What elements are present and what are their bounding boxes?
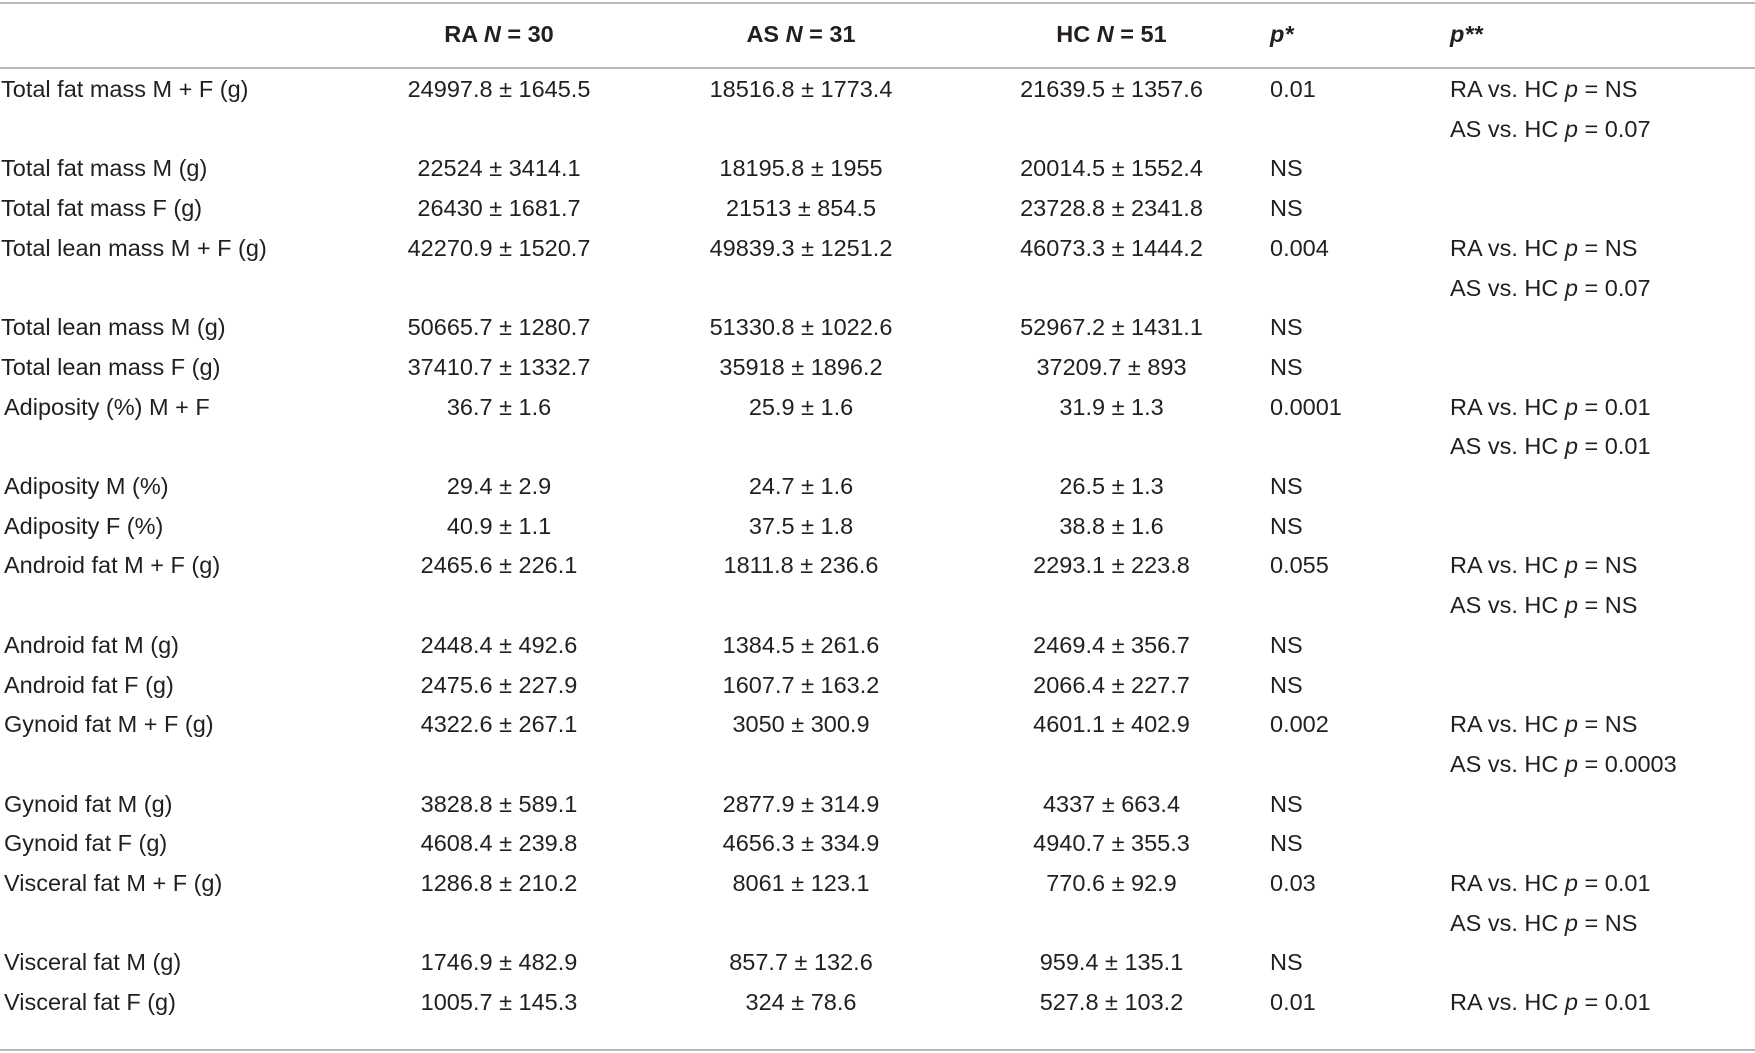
empty-cell [643, 427, 959, 467]
comparison-result: = 0.07 [1578, 274, 1651, 301]
table-row [0, 864, 1755, 904]
comparison-p-symbol: p [1564, 433, 1578, 460]
row-label: Total fat mass M (g) [1, 155, 208, 182]
comparison-p-symbol: p [1564, 989, 1578, 1016]
p-value: 0.004 [1270, 234, 1329, 261]
pairwise-comparison [1450, 189, 1755, 229]
empty-cell [355, 427, 643, 467]
as-value: 324 ± 78.6 [745, 989, 857, 1016]
table-row-continuation [0, 427, 1755, 467]
table-row [0, 705, 1755, 745]
comparison-p-symbol: p [1564, 711, 1578, 738]
p-value: NS [1270, 790, 1303, 817]
ra-value: 42270.9 ± 1520.7 [407, 234, 591, 261]
header-as: AS N = 31 [746, 21, 856, 47]
hc-value: 23728.8 ± 2341.8 [1020, 195, 1203, 222]
pairwise-comparison [1450, 586, 1755, 626]
pairwise-comparison [1450, 229, 1755, 269]
table-row [0, 785, 1755, 825]
header-ra: RA N = 30 [444, 21, 554, 47]
p-value: NS [1270, 195, 1303, 222]
p-value: NS [1270, 512, 1303, 539]
empty-cell [0, 904, 355, 944]
empty-cell [959, 904, 1264, 944]
hc-value: 31.9 ± 1.3 [1059, 393, 1164, 420]
as-value: 24.7 ± 1.6 [748, 473, 854, 500]
pairwise-comparison [1450, 745, 1755, 785]
table-row [0, 666, 1755, 706]
p-value: NS [1270, 473, 1303, 500]
pairwise-comparison [1450, 308, 1755, 348]
table-row-continuation [0, 745, 1755, 785]
pairwise-comparison [1450, 983, 1755, 1023]
pairwise-comparison [1450, 110, 1755, 150]
empty-cell [1264, 586, 1450, 626]
p-value: NS [1270, 671, 1303, 698]
hc-value: 37209.7 ± 893 [1036, 353, 1187, 380]
hc-value: 2293.1 ± 223.8 [1033, 552, 1190, 579]
empty-cell [643, 110, 959, 150]
table-row [0, 824, 1755, 864]
table-row [0, 983, 1755, 1023]
as-value: 1384.5 ± 261.6 [722, 631, 880, 658]
header-pairwise-p: p** [1450, 21, 1483, 47]
comparison-p-symbol: p [1564, 909, 1578, 936]
ra-value: 50665.7 ± 1280.7 [407, 314, 591, 341]
hc-value: 527.8 ± 103.2 [1039, 989, 1184, 1016]
ra-value: 22524 ± 3414.1 [417, 155, 581, 182]
empty-cell [355, 269, 643, 309]
ra-value: 4608.4 ± 239.8 [420, 830, 578, 857]
comparison-groups: AS vs. HC [1450, 750, 1565, 777]
as-value: 3050 ± 300.9 [732, 711, 870, 738]
hc-value: 26.5 ± 1.3 [1059, 473, 1164, 500]
pairwise-comparison [1450, 427, 1755, 467]
ra-value: 36.7 ± 1.6 [446, 393, 552, 420]
row-label: Android fat M (g) [4, 631, 180, 658]
empty-cell [643, 904, 959, 944]
table-row [0, 507, 1755, 547]
comparison-result: = NS [1578, 711, 1638, 738]
p-value: NS [1270, 830, 1303, 857]
data-table [0, 2, 1755, 1023]
row-label: Adiposity F (%) [4, 512, 164, 539]
comparison-groups: AS vs. HC [1450, 909, 1565, 936]
row-label: Gynoid fat M (g) [4, 790, 173, 817]
empty-cell [959, 427, 1264, 467]
header-p-value: p* [1270, 21, 1294, 47]
table-row [0, 546, 1755, 586]
comparison-groups: RA vs. HC [1450, 870, 1565, 897]
as-value: 2877.9 ± 314.9 [722, 790, 880, 817]
row-label: Total fat mass F (g) [1, 195, 203, 222]
hc-value: 2066.4 ± 227.7 [1033, 671, 1190, 698]
ra-value: 1286.8 ± 210.2 [420, 870, 578, 897]
as-value: 1607.7 ± 163.2 [722, 671, 880, 698]
row-label: Visceral fat M + F (g) [4, 870, 223, 897]
table-row [0, 189, 1755, 229]
ra-value: 40.9 ± 1.1 [446, 512, 552, 539]
empty-cell [643, 269, 959, 309]
ra-value: 2465.6 ± 226.1 [420, 552, 578, 579]
empty-cell [0, 427, 355, 467]
p-value: NS [1270, 949, 1303, 976]
table-bottom-rule [0, 1049, 1755, 1051]
hc-value: 21639.5 ± 1357.6 [1020, 76, 1203, 102]
table-row [0, 149, 1755, 189]
pairwise-comparison [1450, 149, 1755, 189]
pairwise-comparison [1450, 269, 1755, 309]
as-value: 1811.8 ± 236.6 [723, 552, 879, 579]
comparison-groups: RA vs. HC [1450, 76, 1565, 102]
p-value: 0.03 [1270, 870, 1316, 897]
pairwise-comparison [1450, 705, 1755, 745]
ra-value: 37410.7 ± 1332.7 [407, 353, 591, 380]
hc-value: 770.6 ± 92.9 [1046, 870, 1177, 897]
pairwise-comparison [1450, 864, 1755, 904]
pairwise-comparison [1450, 467, 1755, 507]
table-row-continuation [0, 110, 1755, 150]
p-value: NS [1270, 353, 1303, 380]
row-label: Gynoid fat M + F (g) [4, 711, 214, 738]
pairwise-comparison [1450, 348, 1755, 388]
empty-cell [1264, 269, 1450, 309]
ra-value: 26430 ± 1681.7 [417, 195, 581, 222]
as-value: 4656.3 ± 334.9 [722, 830, 880, 857]
as-value: 35918 ± 1896.2 [719, 353, 883, 380]
ra-value: 1005.7 ± 145.3 [420, 989, 578, 1016]
p-value: 0.002 [1270, 711, 1329, 738]
row-label: Total lean mass F (g) [1, 353, 221, 380]
table-body [0, 67, 1755, 1023]
empty-cell [959, 110, 1264, 150]
ra-value: 2475.6 ± 227.9 [420, 671, 578, 698]
table-row [0, 229, 1755, 269]
table-header [0, 2, 1755, 67]
pairwise-comparison [1450, 943, 1755, 983]
pairwise-comparison [1450, 785, 1755, 825]
ra-value: 1746.9 ± 482.9 [420, 949, 578, 976]
table-row [0, 67, 1755, 110]
ra-value: 24997.8 ± 1645.5 [407, 76, 591, 102]
row-label: Adiposity (%) M + F [4, 393, 210, 420]
comparison-p-symbol: p [1564, 76, 1578, 102]
as-value: 37.5 ± 1.8 [748, 512, 854, 539]
empty-cell [959, 745, 1264, 785]
p-value: NS [1270, 155, 1303, 182]
empty-cell [1264, 745, 1450, 785]
header-label-cell [0, 2, 355, 67]
comparison-p-symbol: p [1564, 552, 1578, 579]
comparison-p-symbol: p [1564, 870, 1578, 897]
empty-cell [1264, 427, 1450, 467]
row-label: Adiposity M (%) [4, 473, 169, 500]
as-value: 49839.3 ± 1251.2 [709, 234, 893, 261]
empty-cell [0, 586, 355, 626]
pairwise-comparison [1450, 507, 1755, 547]
pairwise-comparison [1450, 546, 1755, 586]
comparison-groups: AS vs. HC [1450, 274, 1565, 301]
pairwise-comparison [1450, 67, 1755, 110]
p-value: NS [1270, 314, 1303, 341]
p-value: 0.01 [1270, 989, 1316, 1016]
p-value: 0.01 [1270, 76, 1316, 102]
header-row [0, 2, 1755, 67]
comparison-groups: AS vs. HC [1450, 433, 1565, 460]
empty-cell [0, 110, 355, 150]
hc-value: 2469.4 ± 356.7 [1033, 631, 1190, 658]
row-label: Gynoid fat F (g) [4, 830, 168, 857]
table-row [0, 388, 1755, 428]
empty-cell [355, 745, 643, 785]
comparison-p-symbol: p [1564, 393, 1578, 420]
empty-cell [643, 745, 959, 785]
comparison-groups: RA vs. HC [1450, 711, 1565, 738]
as-value: 18516.8 ± 1773.4 [709, 76, 893, 102]
table-row-continuation [0, 269, 1755, 309]
comparison-p-symbol: p [1564, 234, 1578, 261]
comparison-result: = NS [1578, 234, 1638, 261]
p-value: 0.055 [1270, 552, 1329, 579]
ra-value: 4322.6 ± 267.1 [420, 711, 578, 738]
empty-cell [355, 586, 643, 626]
comparison-result: = 0.07 [1578, 115, 1651, 142]
empty-cell [959, 586, 1264, 626]
comparison-groups: RA vs. HC [1450, 393, 1565, 420]
as-value: 21513 ± 854.5 [725, 195, 877, 222]
comparison-result: = NS [1578, 552, 1638, 579]
as-value: 18195.8 ± 1955 [719, 155, 883, 182]
table-row-continuation [0, 904, 1755, 944]
empty-cell [355, 110, 643, 150]
comparison-result: = NS [1578, 76, 1638, 102]
p-value: NS [1270, 631, 1303, 658]
ra-value: 29.4 ± 2.9 [446, 473, 552, 500]
pairwise-comparison [1450, 388, 1755, 428]
comparison-groups: RA vs. HC [1450, 989, 1565, 1016]
p-value: 0.0001 [1270, 393, 1342, 420]
pairwise-comparison [1450, 666, 1755, 706]
comparison-result: = NS [1578, 909, 1638, 936]
table-row-continuation [0, 586, 1755, 626]
row-label: Visceral fat F (g) [4, 989, 176, 1016]
hc-value: 959.4 ± 135.1 [1039, 949, 1184, 976]
comparison-p-symbol: p [1564, 274, 1578, 301]
comparison-p-symbol: p [1564, 750, 1578, 777]
hc-value: 52967.2 ± 1431.1 [1020, 314, 1203, 341]
ra-value: 3828.8 ± 589.1 [420, 790, 578, 817]
hc-value: 4601.1 ± 402.9 [1033, 711, 1190, 738]
hc-value: 4940.7 ± 355.3 [1033, 830, 1190, 857]
as-value: 51330.8 ± 1022.6 [709, 314, 893, 341]
row-label: Android fat M + F (g) [4, 552, 221, 579]
comparison-result: = 0.01 [1578, 989, 1651, 1016]
empty-cell [1264, 904, 1450, 944]
row-label: Total lean mass M + F (g) [1, 234, 267, 261]
hc-value: 4337 ± 663.4 [1042, 790, 1181, 817]
as-value: 857.7 ± 132.6 [729, 949, 873, 976]
comparison-groups: RA vs. HC [1450, 552, 1565, 579]
as-value: 25.9 ± 1.6 [748, 393, 854, 420]
comparison-result: = 0.01 [1578, 870, 1651, 897]
empty-cell [355, 904, 643, 944]
empty-cell [959, 269, 1264, 309]
comparison-result: = NS [1578, 592, 1638, 619]
comparison-result: = 0.0003 [1578, 750, 1677, 777]
row-label: Total fat mass M + F (g) [1, 76, 249, 102]
hc-value: 20014.5 ± 1552.4 [1020, 155, 1203, 182]
pairwise-comparison [1450, 824, 1755, 864]
hc-value: 46073.3 ± 1444.2 [1020, 234, 1203, 261]
pairwise-comparison [1450, 626, 1755, 666]
hc-value: 38.8 ± 1.6 [1059, 512, 1164, 539]
table-row [0, 943, 1755, 983]
table-row [0, 467, 1755, 507]
as-value: 8061 ± 123.1 [732, 870, 870, 897]
comparison-p-symbol: p [1564, 592, 1578, 619]
ra-value: 2448.4 ± 492.6 [420, 631, 578, 658]
empty-cell [0, 269, 355, 309]
empty-cell [1264, 110, 1450, 150]
row-label: Total lean mass M (g) [1, 314, 226, 341]
comparison-groups: AS vs. HC [1450, 115, 1565, 142]
table-row [0, 348, 1755, 388]
comparison-groups: RA vs. HC [1450, 234, 1565, 261]
comparison-groups: AS vs. HC [1450, 592, 1565, 619]
comparison-result: = 0.01 [1578, 393, 1651, 420]
row-label: Visceral fat M (g) [4, 949, 182, 976]
comparison-p-symbol: p [1564, 115, 1578, 142]
comparison-result: = 0.01 [1578, 433, 1651, 460]
table-row [0, 626, 1755, 666]
empty-cell [643, 586, 959, 626]
row-label: Android fat F (g) [4, 671, 174, 698]
header-hc: HC N = 51 [1056, 21, 1167, 47]
table-row [0, 308, 1755, 348]
empty-cell [0, 745, 355, 785]
pairwise-comparison [1450, 904, 1755, 944]
